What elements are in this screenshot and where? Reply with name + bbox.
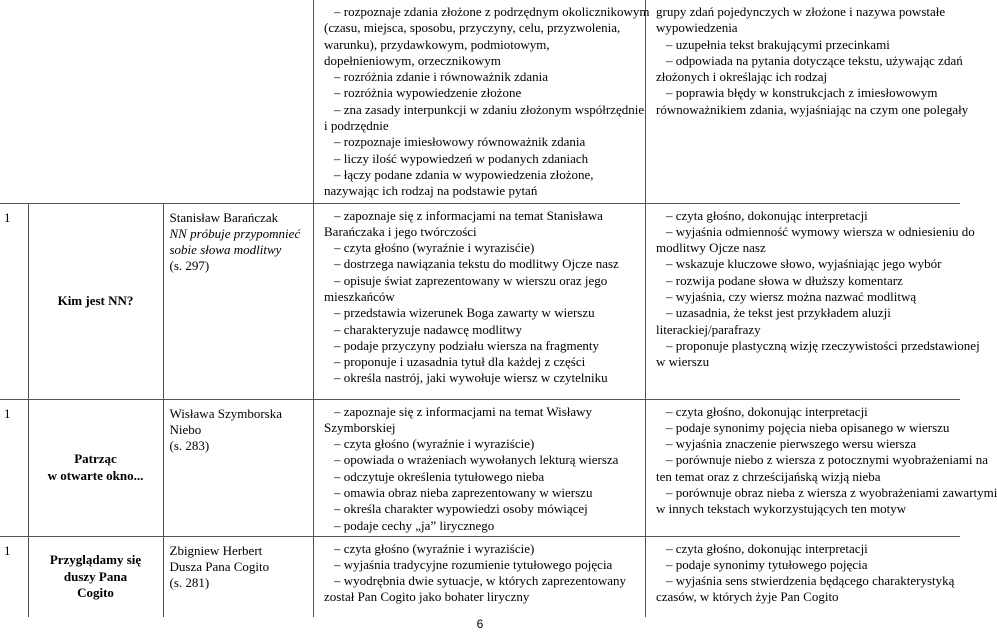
- text-line: – czyta głośno, dokonując interpretacji: [666, 540, 868, 556]
- empty-cell: [28, 0, 163, 203]
- text-line: – wyjaśnia znaczenie pierwszego wersu wiersza: [666, 436, 917, 452]
- topic-line: duszy Pana: [63, 568, 128, 584]
- lesson-topic: [31, 552, 161, 601]
- text-line: Wisława Szymborska: [169, 405, 282, 421]
- requirements-list: [324, 404, 641, 534]
- table-row: [0, 536, 960, 617]
- text-line: złożonych i określając ich rodzaj: [656, 69, 828, 85]
- text-line: – opisuje świat zaprezentowany w wierszu oraz jego: [334, 272, 608, 288]
- hours-value: 1: [4, 542, 11, 558]
- text-line: – zapoznaje się z informacjami na temat Wisławy: [334, 403, 593, 419]
- text-line: w innych tekstach wykorzystujących ten motyw: [656, 501, 907, 517]
- text-line: – zapoznaje się z informacjami na temat Stanisława: [334, 207, 603, 223]
- empty-cell: [163, 0, 314, 203]
- topic-cell: [28, 203, 163, 399]
- extended-requirements-list: [656, 403, 997, 518]
- text-line: (s. 281): [169, 575, 210, 591]
- text-line: Niebo: [169, 421, 202, 437]
- text-line: (s. 297): [169, 258, 210, 274]
- text-line: – określa nastrój, jaki wywołuje wiersz w czytelniku: [334, 370, 608, 386]
- text-line: Dusza Pana Cogito: [169, 558, 270, 574]
- text-line: – odpowiada na pytania dotyczące tekstu, używając zdań: [666, 52, 963, 68]
- text-source: [170, 210, 314, 275]
- text-line: – wyodrębnia dwie sytuacje, w których zaprezentowany: [334, 573, 627, 589]
- source-cell: [163, 203, 314, 399]
- text-line: mieszkańców: [324, 288, 395, 304]
- text-line: – podaje cechy „ja” lirycznego: [334, 517, 495, 533]
- requirements-list: [324, 4, 650, 200]
- text-line: – podaje synonimy pojęcia nieba opisanego w wierszu: [666, 419, 950, 435]
- extended-requirements-list: [656, 207, 980, 371]
- text-line: – proponuje plastyczną wizję rzeczywistości przedstawionej: [666, 337, 980, 353]
- text-line: – łączy podane zdania w wypowiedzenia złożone,: [334, 166, 594, 182]
- text-line: – liczy ilość wypowiedzeń w podanych zdaniach: [334, 150, 589, 166]
- table-row: [0, 399, 960, 536]
- hours-cell: [0, 399, 28, 536]
- text-source: [170, 406, 314, 455]
- text-line: – omawia obraz nieba zaprezentowany w wierszu: [334, 484, 593, 500]
- text-line: wypowiedzenia: [656, 20, 738, 36]
- topic-line: Patrząc: [74, 451, 117, 467]
- text-line: – zna zasady interpunkcji w zdaniu złożonym współrzędnie: [334, 101, 645, 117]
- page-number: 6: [476, 617, 484, 631]
- table-row: [0, 203, 960, 399]
- text-line: – rozróżnia zdanie i równoważnik zdania: [334, 69, 549, 85]
- text-line: Barańczaka i jego twórczości: [324, 223, 477, 239]
- extended-requirements-cell: [646, 0, 969, 203]
- text-source: [170, 543, 314, 592]
- topic-line: w otwarte okno...: [47, 467, 144, 483]
- text-line: – odczytuje określenia tytułowego nieba: [334, 468, 545, 484]
- requirements-cell: [314, 0, 650, 203]
- text-line: – wskazuje kluczowe słowo, wyjaśniając jego wybór: [666, 256, 942, 272]
- text-line: – uzasadnia, że tekst jest przykładem aluzji: [666, 305, 891, 321]
- text-line: – dostrzega nawiązania tekstu do modlitwy Ojcze nasz: [334, 256, 619, 272]
- text-line: – wyjaśnia odmienność wymowy wiersza w odniesieniu do: [666, 223, 975, 239]
- topic-cell: [28, 399, 163, 536]
- text-line: – czyta głośno (wyraźnie i wyraziście): [334, 540, 535, 556]
- source-cell: [163, 536, 314, 617]
- extended-requirements-list: [656, 4, 969, 118]
- text-line: – czyta głośno (wyraźnie i wyrazisćie): [334, 240, 535, 256]
- text-line: Stanisław Barańczak: [169, 209, 279, 225]
- text-line: – wyjaśnia tradycyjne rozumienie tytułowego pojęcia: [334, 556, 613, 572]
- text-line: – określa charakter wypowiedzi osoby mówiącej: [334, 501, 588, 517]
- text-line: – porównuje obraz nieba z wiersza z wyobrażeniami zawartymi: [666, 484, 997, 500]
- text-line: – charakteryzuje nadawcę modlitwy: [334, 321, 523, 337]
- text-line: sobie słowa modlitwy: [169, 242, 282, 258]
- lesson-topic: [31, 451, 161, 484]
- text-line: nazywając ich rodzaj na podstawie pytań: [324, 183, 538, 199]
- text-line: – podaje synonimy tytułowego pojęcia: [666, 556, 868, 572]
- text-line: (czasu, miejsca, sposobu, przyczyny, celu, przyzwolenia,: [324, 20, 621, 36]
- text-line: ten temat oraz z chrześcijańską wizją nieba: [656, 468, 881, 484]
- text-line: modlitwy Ojcze nasz: [656, 240, 766, 256]
- text-line: – wyjaśnia sens stwierdzenia będącego charakterystyką: [666, 573, 955, 589]
- text-line: – rozpoznaje zdania złożone z podrzędnym okolicznikowym: [334, 4, 650, 19]
- requirements-list: [324, 541, 641, 606]
- text-line: literackiej/parafrazy: [656, 321, 761, 337]
- extended-requirements-cell: [646, 399, 997, 536]
- extended-requirements-cell: [646, 203, 980, 399]
- topic-line: Kim jest NN?: [57, 292, 134, 308]
- text-line: dopełnieniowym, orzecznikowym: [324, 52, 501, 68]
- text-line: NN próbuje przypomnieć: [169, 225, 301, 241]
- text-line: (s. 283): [169, 438, 210, 454]
- text-line: – czyta głośno, dokonując interpretacji: [666, 403, 868, 419]
- empty-cell: [0, 0, 28, 203]
- table-row-continuation: [0, 0, 960, 203]
- hours-cell: [0, 536, 28, 617]
- text-line: – czyta głośno, dokonując interpretacji: [666, 207, 868, 223]
- text-line: i podrzędnie: [324, 118, 389, 134]
- text-line: – rozpoznaje imiesłowowy równoważnik zdania: [334, 134, 586, 150]
- topic-line: Przyglądamy się: [49, 552, 142, 568]
- requirements-cell: [314, 536, 646, 617]
- hours-value: 1: [4, 209, 11, 225]
- text-line: – wyjaśnia, czy wiersz można nazwać modlitwą: [666, 288, 917, 304]
- hours-cell: [0, 203, 28, 399]
- text-line: – opowiada o wrażeniach wywołanych lekturą wiersza: [334, 452, 619, 468]
- text-line: został Pan Cogito jako bohater liryczny: [324, 589, 530, 605]
- text-line: Szymborskiej: [324, 419, 396, 435]
- topic-line: Cogito: [77, 584, 114, 600]
- text-line: – rozróżnia wypowiedzenie złożone: [334, 85, 522, 101]
- text-line: czasów, w których żyje Pan Cogito: [656, 589, 839, 605]
- text-line: Zbigniew Herbert: [169, 542, 263, 558]
- text-line: równoważnikiem zdania, wyjaśniając na czym one polegały: [656, 101, 969, 117]
- text-line: – porównuje niebo z wiersza z potocznymi wyobrażeniami na: [666, 452, 988, 468]
- text-line: – proponuje i uzasadnia tytuł dla każdej z części: [334, 354, 586, 370]
- requirements-list: [324, 208, 641, 387]
- text-line: grupy zdań pojedynczych w złożone i nazywa powstałe: [656, 4, 946, 19]
- extended-requirements-list: [656, 541, 956, 606]
- source-cell: [163, 399, 314, 536]
- hours-value: 1: [4, 405, 11, 421]
- text-line: – uzupełnia tekst brakującymi przecinkami: [666, 36, 890, 52]
- extended-requirements-cell: [646, 536, 961, 617]
- text-line: – poprawia błędy w konstrukcjach z imiesłowowym: [666, 85, 938, 101]
- text-line: – podaje przyczyny podziału wiersza na fragmenty: [334, 337, 599, 353]
- text-line: – czyta głośno (wyraźnie i wyraziście): [334, 436, 535, 452]
- lesson-topic: [31, 293, 161, 309]
- text-line: – przedstawia wizerunek Boga zawarty w wierszu: [334, 305, 595, 321]
- topic-cell: [28, 536, 163, 617]
- requirements-cell: [314, 203, 646, 399]
- text-line: – rozwija podane słowa w dłuższy komentarz: [666, 272, 903, 288]
- requirements-cell: [314, 399, 646, 536]
- text-line: warunku), przydawkowym, podmiotowym,: [324, 36, 550, 52]
- text-line: w wierszu: [656, 354, 710, 370]
